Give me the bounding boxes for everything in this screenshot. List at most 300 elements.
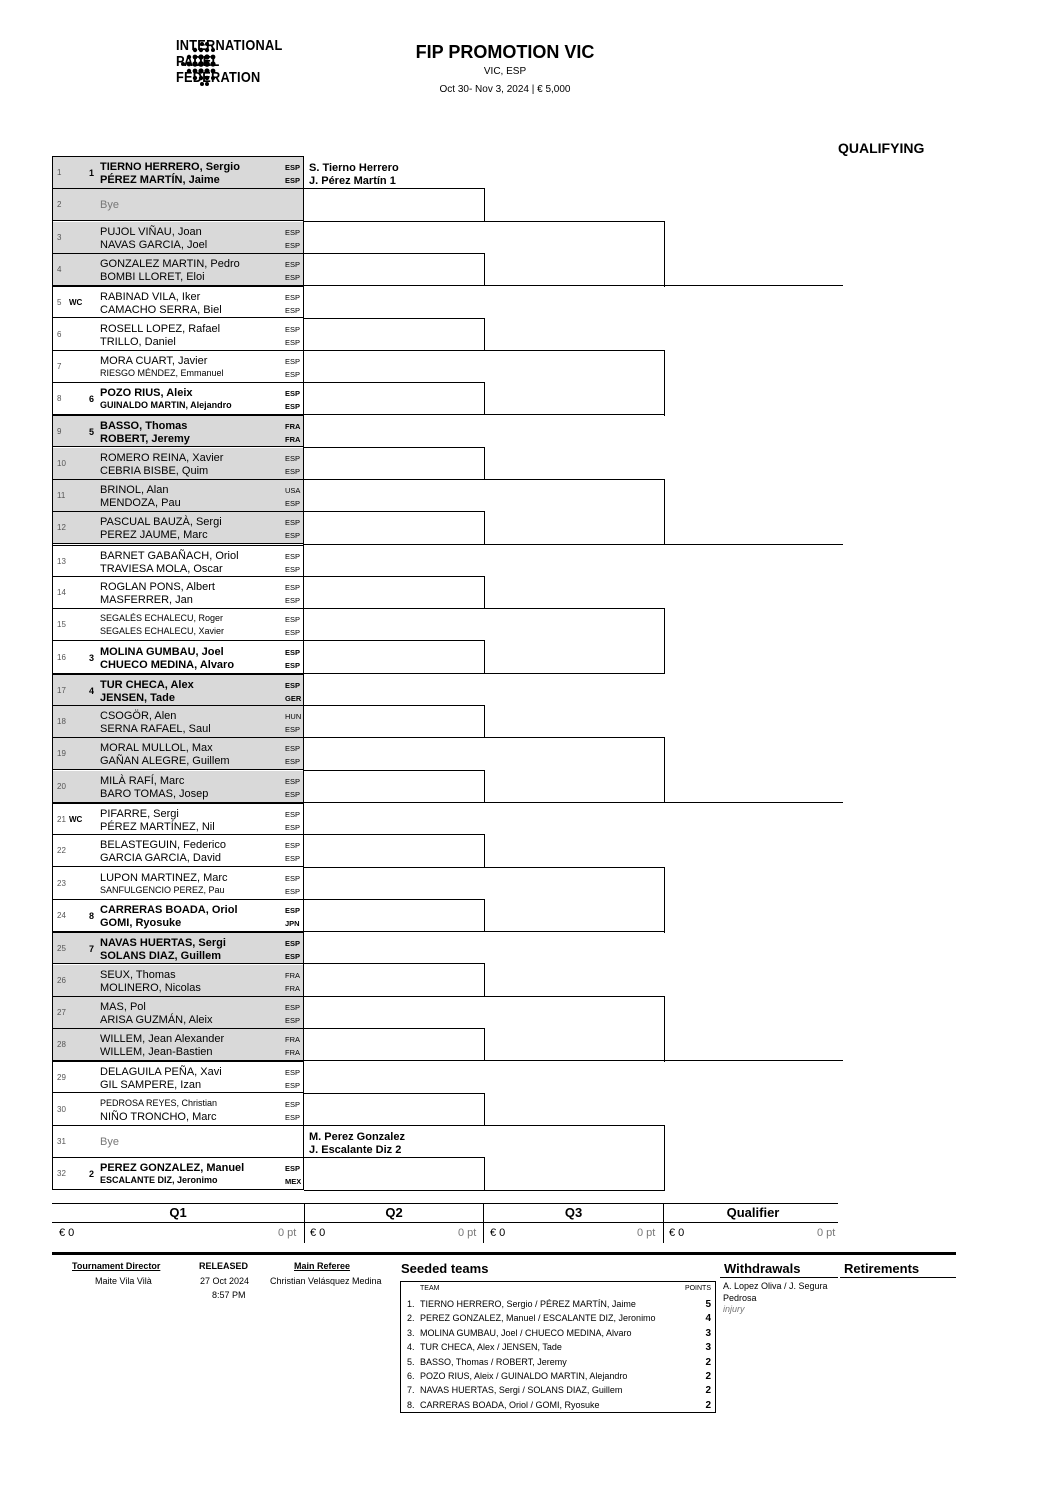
- player-2-nationality: ESP: [285, 628, 301, 638]
- player-1-nationality: ESP: [285, 1164, 301, 1174]
- player-2-nationality: ESP: [285, 823, 301, 832]
- player-1-nationality: ESP: [285, 615, 301, 625]
- round-label-q1: Q1: [169, 1205, 187, 1220]
- player-1-nationality: HUN: [285, 712, 302, 722]
- player-1-nationality: ESP: [285, 939, 301, 949]
- bracket-line: [484, 414, 664, 415]
- draw-position: 16: [57, 652, 66, 662]
- wildcard-badge: WC: [69, 298, 83, 308]
- player-1-nationality: USA: [285, 486, 301, 495]
- withdrawal-reason: injury: [723, 1304, 745, 1314]
- round-label-qualifier: Qualifier: [726, 1205, 780, 1220]
- player-1-nationality: ESP: [285, 324, 301, 334]
- bracket-line: [304, 1125, 484, 1126]
- player-2-nationality: FRA: [285, 435, 301, 445]
- bye-label: Bye: [100, 199, 119, 212]
- seeded-team-row: [401, 1312, 715, 1326]
- seeded-team-name: NAVAS HUERTAS, Sergi / SOLANS DIAZ, Guillem: [420, 1385, 623, 1396]
- seed-number: 1: [89, 168, 95, 178]
- player-1-nationality: ESP: [285, 680, 301, 690]
- winner-top: [309, 162, 399, 188]
- player-1-nationality: ESP: [285, 582, 301, 592]
- bracket-line: [484, 899, 485, 932]
- draw-position: 12: [57, 523, 66, 533]
- referee-name: Christian Velásquez Medina: [270, 1276, 382, 1286]
- tournament-title: FIP PROMOTION VIC: [415, 42, 595, 62]
- seeded-team-row: [401, 1341, 715, 1355]
- round-label-q3: Q3: [564, 1205, 583, 1220]
- bracket-line: [484, 834, 485, 867]
- released-time: 8:57 PM: [212, 1290, 246, 1300]
- bracket-line: [304, 253, 484, 254]
- player-2-name: PÉREZ MARTÍNEZ, Nil: [100, 821, 215, 833]
- bracket-line: [304, 511, 484, 512]
- player-2-name: SOLANS DIAZ, Guillem: [100, 950, 222, 963]
- seed-rank: 7.: [407, 1385, 415, 1396]
- draw-position: 18: [57, 717, 66, 727]
- player-2-nationality: ESP: [285, 402, 301, 412]
- bracket-line: [304, 188, 484, 189]
- player-2-name: SANFULGENCIO PEREZ, Pau: [100, 884, 225, 895]
- seeded-team-row: [401, 1384, 715, 1398]
- winner-bottom-player2: J. Escalante Diz 2: [309, 1144, 402, 1156]
- player-2-nationality: ESP: [285, 1015, 301, 1025]
- player-1-nationality: ESP: [285, 1099, 301, 1109]
- player-2-name: WILLEM, Jean-Bastien: [100, 1046, 213, 1059]
- bracket-line: [484, 770, 485, 803]
- draw-position: 20: [57, 781, 66, 791]
- draw-position: 28: [57, 1040, 66, 1050]
- player-2-name: ESCALANTE DIZ, Jeronimo: [100, 1175, 218, 1186]
- fip-logo-text: INTERNATIONAL PADEL FEDERATION: [176, 37, 283, 86]
- draw-position: 14: [57, 587, 66, 597]
- seed-rank: 4.: [407, 1342, 415, 1353]
- bracket-line: [304, 447, 484, 448]
- seed-number: 7: [89, 944, 95, 955]
- bracket-line: [304, 318, 484, 319]
- player-1-name: PEDROSA REYES, Christian: [100, 1097, 218, 1108]
- player-1-name: PIFARRE, Sergi: [100, 808, 179, 820]
- player-2-name: CHUECO MEDINA, Alvaro: [100, 658, 235, 671]
- player-2-nationality: ESP: [285, 886, 301, 896]
- player-2-nationality: FRA: [285, 1048, 300, 1058]
- player-2-name: CEBRIA BISBE, Quim: [100, 464, 209, 477]
- bracket-line: [484, 867, 664, 868]
- seeded-team-name: PEREZ GONZALEZ, Manuel / ESCALANTE DIZ, Jeronimo: [420, 1313, 656, 1324]
- bracket-line: [304, 834, 484, 835]
- bracket-line: [304, 608, 484, 609]
- player-1-nationality: FRA: [285, 422, 301, 432]
- bracket-line: [304, 479, 484, 480]
- draw-position: 32: [57, 1169, 66, 1179]
- draw-position: 23: [57, 878, 66, 888]
- player-1-name: MORA CUART, Javier: [100, 354, 208, 367]
- player-1-nationality: ESP: [285, 873, 301, 883]
- bracket-line: [664, 1125, 665, 1191]
- bracket-line: [304, 673, 484, 674]
- player-1-name: BRINOL, Alan: [100, 484, 169, 496]
- seed-number: 3: [89, 652, 95, 663]
- seed-number: 8: [89, 910, 95, 921]
- tournament-dates-prize: Oct 30- Nov 3, 2024 | € 5,000: [439, 84, 571, 95]
- player-2-nationality: ESP: [285, 272, 301, 282]
- bracket-line: [304, 931, 484, 932]
- draw-position: 7: [57, 361, 62, 371]
- bracket-line: [304, 285, 484, 286]
- player-2-nationality: ESP: [285, 176, 301, 185]
- player-2-nationality: MEX: [285, 1177, 302, 1187]
- player-1-name: ROMERO REINA, Xavier: [100, 451, 224, 464]
- player-2-nationality: ESP: [285, 595, 301, 605]
- seeded-team-points: 2: [705, 1356, 711, 1368]
- player-2-nationality: GER: [285, 693, 302, 703]
- player-2-name: SEGALES ECHALECU, Xavier: [100, 626, 225, 637]
- player-2-nationality: ESP: [285, 757, 301, 767]
- seed-rank: 1.: [407, 1299, 415, 1309]
- player-1-name: PUJOL VIÑAU, Joan: [100, 225, 202, 238]
- seeded-team-row: [401, 1327, 715, 1341]
- player-2-name: GUINALDO MARTIN, Alejandro: [100, 400, 232, 411]
- seeded-team-name: TUR CHECA, Alex / JENSEN, Tade: [420, 1342, 562, 1353]
- player-1-nationality: ESP: [285, 389, 301, 399]
- seed-number: 2: [89, 1169, 95, 1180]
- draw-position: 31: [57, 1137, 66, 1146]
- team-column-header: TEAM: [420, 1285, 440, 1292]
- player-2-nationality: ESP: [285, 564, 301, 574]
- section-label: QUALIFYING: [838, 140, 925, 156]
- player-2-name: SERNA RAFAEL, Saul: [100, 723, 211, 736]
- bracket-line: [304, 221, 484, 222]
- winner-top-player2: J. Pérez Martín 1: [309, 175, 396, 187]
- player-2-nationality: ESP: [285, 466, 301, 476]
- draw-position: 15: [57, 620, 66, 630]
- player-2-name: JENSEN, Tade: [100, 691, 175, 704]
- prize-q3: € 0: [490, 1227, 506, 1239]
- draw-position: 5: [57, 298, 62, 308]
- bracket-line: [664, 544, 843, 545]
- bracket-line: [664, 221, 665, 287]
- draw-position: 3: [57, 232, 62, 242]
- player-1-name: CSOGÖR, Alen: [100, 710, 177, 723]
- player-1-name: MOLINA GUMBAU, Joel: [100, 645, 224, 658]
- bracket-line: [484, 963, 485, 996]
- bracket-line: [664, 802, 843, 803]
- bracket-line: [484, 479, 664, 480]
- bracket-line: [484, 1190, 664, 1191]
- player-2-name: NIÑO TRONCHO, Marc: [100, 1110, 217, 1123]
- bye-label: Bye: [100, 1136, 119, 1148]
- bracket-line: [304, 1028, 484, 1029]
- player-1-nationality: ESP: [285, 453, 301, 463]
- draw-position: 29: [57, 1073, 66, 1083]
- bracket-line: [304, 705, 484, 706]
- winner-bottom-player1: M. Perez Gonzalez: [309, 1131, 405, 1143]
- bracket-line: [484, 996, 664, 997]
- player-2-nationality: ESP: [285, 306, 301, 316]
- prize-q2: € 0: [310, 1227, 326, 1239]
- draw-position: 25: [57, 944, 66, 954]
- player-2-name: RIESGO MÉNDEZ, Emmanuel: [100, 367, 224, 378]
- seed-rank: 5.: [407, 1356, 415, 1367]
- player-2-nationality: FRA: [285, 983, 300, 993]
- player-1-name: GONZALEZ MARTIN, Pedro: [100, 257, 240, 270]
- player-1-name: CARRERAS BOADA, Oriol: [100, 903, 238, 916]
- player-1-nationality: ESP: [285, 259, 301, 269]
- player-2-nationality: ESP: [285, 531, 301, 541]
- player-2-nationality: ESP: [285, 1081, 301, 1091]
- player-2-name: TRAVIESA MOLA, Oscar: [100, 562, 223, 575]
- bracket-line: [304, 640, 484, 641]
- player-1-name: MORAL MULLOL, Max: [100, 742, 213, 755]
- seeded-team-name: POZO RIUS, Aleix / GUINALDO MARTIN, Alejandro: [420, 1371, 628, 1381]
- player-2-nationality: ESP: [285, 725, 301, 735]
- player-2-nationality: ESP: [285, 952, 301, 962]
- bracket-line: [664, 867, 665, 933]
- bracket-line: [664, 1060, 843, 1061]
- player-2-name: NAVAS GARCIA, Joel: [100, 238, 208, 251]
- referee-label: Main Referee: [294, 1261, 351, 1271]
- seeded-team-row: [401, 1298, 715, 1312]
- player-1-nationality: FRA: [285, 970, 300, 980]
- seeded-team-points: 5: [705, 1299, 711, 1310]
- points-qualifier: 0 pt: [817, 1227, 836, 1239]
- player-2-name: BARO TOMAS, Josep: [100, 787, 209, 800]
- bracket-line: [304, 1060, 484, 1061]
- bracket-line: [484, 285, 664, 286]
- player-1-nationality: FRA: [285, 1035, 300, 1045]
- seeded-team-name: CARRERAS BOADA, Oriol / GOMI, Ryosuke: [420, 1399, 600, 1410]
- bracket-line: [304, 867, 484, 868]
- withdrawal-team: A. Lopez Oliva / J. Segura Pedrosa: [723, 1281, 828, 1303]
- bracket-line: [304, 737, 484, 738]
- player-2-name: ROBERT, Jeremy: [100, 433, 190, 446]
- winner-top-player1: S. Tierno Herrero: [309, 162, 399, 174]
- player-2-name: GIL SAMPERE, Izan: [100, 1079, 202, 1092]
- player-1-name: ROGLAN PONS, Albert: [100, 580, 215, 593]
- seed-rank: 6.: [407, 1371, 415, 1381]
- player-1-name: NAVAS HUERTAS, Sergi: [100, 937, 226, 950]
- player-1-name: SEUX, Thomas: [100, 968, 176, 981]
- bracket-line: [484, 705, 485, 738]
- player-1-nationality: ESP: [285, 163, 301, 172]
- bracket-line: [484, 511, 485, 544]
- bracket-line: [484, 318, 485, 351]
- player-2-nationality: ESP: [285, 660, 301, 670]
- bracket-line: [304, 770, 484, 771]
- player-1-name: DELAGUILA PEÑA, Xavi: [100, 1066, 222, 1079]
- seeded-team-points: 3: [705, 1327, 711, 1339]
- bracket-line: [484, 1060, 664, 1061]
- player-1-name: LUPON MARTINEZ, Marc: [100, 871, 228, 884]
- round-label-q2: Q2: [385, 1205, 403, 1220]
- player-1-name: MILÀ RAFÍ, Marc: [100, 774, 185, 787]
- player-2-name: BOMBI LLORET, Eloi: [100, 270, 205, 283]
- player-1-name: MAS, Pol: [100, 1000, 146, 1013]
- player-1-nationality: ESP: [285, 551, 301, 561]
- player-2-nationality: JPN: [285, 918, 300, 928]
- bracket-line: [484, 382, 485, 415]
- bracket-line: [484, 188, 485, 221]
- bracket-line: [304, 382, 484, 383]
- player-2-name: MENDOZA, Pau: [100, 497, 181, 509]
- player-2-nationality: ESP: [285, 337, 301, 347]
- prize-qualifier: € 0: [669, 1227, 685, 1239]
- player-1-name: TUR CHECA, Alex: [100, 678, 194, 691]
- player-1-nationality: ESP: [285, 518, 301, 528]
- draw-position: 8: [57, 394, 62, 404]
- bracket-line: [304, 996, 484, 997]
- draw-position: 4: [57, 264, 62, 274]
- player-1-name: PASCUAL BAUZÀ, Sergi: [100, 516, 222, 529]
- player-1-name: TIERNO HERRERO, Sergio: [100, 161, 240, 173]
- bracket-line: [304, 1190, 484, 1191]
- player-1-nationality: ESP: [285, 647, 301, 657]
- bracket-line: [664, 285, 843, 286]
- seeded-team-points: 2: [705, 1399, 711, 1411]
- bracket-line: [664, 737, 665, 803]
- bracket-line: [484, 1157, 485, 1190]
- player-1-name: ROSELL LOPEZ, Rafael: [100, 322, 221, 335]
- draw-position: 9: [57, 427, 62, 437]
- player-1-name: RABINAD VILA, Iker: [100, 291, 201, 304]
- player-2-nationality: ESP: [285, 789, 301, 799]
- released-label: RELEASED: [199, 1261, 249, 1271]
- draw-position: 1: [57, 168, 62, 177]
- bracket-line: [484, 576, 485, 609]
- bracket-line: [484, 350, 664, 351]
- draw-position: 10: [57, 458, 66, 468]
- bracket-line: [484, 802, 664, 803]
- draw-position: 11: [57, 491, 66, 500]
- player-1-nationality: ESP: [285, 905, 301, 915]
- points-column-header: POINTS: [684, 1285, 711, 1292]
- bracket-line: [304, 802, 484, 803]
- bracket-line: [484, 1093, 485, 1126]
- seeded-team-name: MOLINA GUMBAU, Joel / CHUECO MEDINA, Alvaro: [420, 1327, 632, 1338]
- player-2-nationality: ESP: [285, 240, 301, 250]
- player-1-nationality: ESP: [285, 776, 301, 786]
- player-1-name: BELASTEGUIN, Federico: [100, 839, 226, 852]
- player-1-nationality: ESP: [285, 1068, 301, 1078]
- director-label: Tournament Director: [72, 1261, 161, 1271]
- prize-q1: € 0: [59, 1227, 75, 1239]
- bracket-line: [484, 640, 485, 673]
- player-1-name: POZO RIUS, Aleix: [100, 387, 193, 400]
- draw-position: 17: [57, 685, 66, 695]
- draw-position: 26: [57, 975, 66, 985]
- seed-rank: 8.: [407, 1399, 415, 1410]
- player-2-nationality: ESP: [285, 854, 301, 864]
- seeded-teams-title: Seeded teams: [401, 1261, 489, 1276]
- player-1-nationality: ESP: [285, 227, 301, 237]
- seed-number: 4: [89, 685, 95, 696]
- bracket-line: [484, 447, 485, 480]
- draw-position: 6: [57, 329, 62, 339]
- seed-rank: 3.: [407, 1327, 415, 1338]
- wildcard-badge: WC: [69, 815, 83, 824]
- seeded-team-row: [401, 1370, 715, 1384]
- player-2-name: GAÑAN ALEGRE, Guillem: [100, 755, 230, 768]
- released-date: 27 Oct 2024: [200, 1276, 250, 1286]
- player-2-name: GARCIA GARCIA, David: [100, 852, 222, 865]
- draw-position: 27: [57, 1007, 66, 1017]
- bracket-line: [664, 996, 665, 1062]
- bracket-line: [484, 221, 664, 222]
- bracket-line: [484, 608, 664, 609]
- player-1-name: PEREZ GONZALEZ, Manuel: [100, 1162, 245, 1175]
- player-2-nationality: ESP: [285, 369, 301, 379]
- retirements-title: Retirements: [844, 1261, 920, 1276]
- player-2-name: CAMACHO SERRA, Biel: [100, 304, 222, 317]
- player-2-name: TRILLO, Daniel: [100, 335, 176, 348]
- player-2-name: PÉREZ MARTÍN, Jaime: [100, 174, 220, 186]
- bracket-line: [304, 576, 484, 577]
- bracket-line: [484, 1028, 485, 1061]
- bracket-line: [484, 253, 485, 286]
- player-1-nationality: ESP: [285, 356, 301, 366]
- seeded-team-points: 3: [705, 1342, 711, 1354]
- bracket-line: [304, 414, 484, 415]
- withdrawals-title: Withdrawals: [724, 1261, 801, 1276]
- player-2-nationality: ESP: [285, 1112, 301, 1122]
- winner-bottom: [309, 1131, 405, 1157]
- player-1-name: BARNET GABAÑACH, Oriol: [100, 549, 239, 562]
- seed-rank: 2.: [407, 1313, 415, 1324]
- bracket-line: [304, 350, 484, 351]
- seeded-team-name: TIERNO HERRERO, Sergio / PÉREZ MARTÍN, Jaime: [420, 1299, 636, 1309]
- bracket-line: [304, 544, 484, 545]
- player-1-nationality: ESP: [285, 744, 301, 754]
- player-1-name: BASSO, Thomas: [100, 420, 188, 433]
- points-q2: 0 pt: [458, 1227, 477, 1239]
- seeded-team-name: BASSO, Thomas / ROBERT, Jeremy: [420, 1356, 567, 1367]
- seeded-team-points: 4: [705, 1313, 711, 1325]
- player-2-name: ARISA GUZMÁN, Aleix: [100, 1013, 213, 1026]
- seeded-team-points: 2: [705, 1371, 711, 1382]
- director-name: Maite Vila Vilà: [95, 1276, 152, 1286]
- player-2-name: GOMI, Ryosuke: [100, 916, 182, 929]
- player-1-nationality: ESP: [285, 293, 301, 303]
- bracket-line: [664, 608, 665, 674]
- bracket-line: [484, 931, 664, 932]
- draw-position: 24: [57, 910, 66, 920]
- draw-position: 30: [57, 1104, 66, 1114]
- bracket-line: [304, 899, 484, 900]
- player-2-name: PEREZ JAUME, Marc: [100, 529, 208, 542]
- bracket-line: [664, 350, 665, 416]
- player-1-nationality: ESP: [285, 841, 301, 851]
- seeded-team-points: 2: [705, 1385, 711, 1397]
- player-2-nationality: ESP: [285, 499, 301, 508]
- bracket-line: [484, 737, 664, 738]
- bracket-line: [304, 963, 484, 964]
- tournament-location: VIC, ESP: [483, 66, 527, 77]
- bracket-line: [304, 1157, 484, 1158]
- player-1-name: WILLEM, Jean Alexander: [100, 1033, 225, 1046]
- draw-position: 19: [57, 749, 66, 759]
- bracket-line: [484, 1125, 664, 1126]
- seed-number: 5: [89, 427, 95, 438]
- draw-position: 22: [57, 846, 66, 856]
- points-q3: 0 pt: [637, 1227, 656, 1239]
- player-1-nationality: ESP: [285, 1002, 301, 1012]
- seed-number: 6: [89, 394, 95, 405]
- player-1-nationality: ESP: [285, 810, 301, 819]
- draw-position: 2: [57, 200, 62, 210]
- player-2-name: MASFERRER, Jan: [100, 593, 193, 606]
- bracket-line: [484, 673, 664, 674]
- points-q1: 0 pt: [278, 1227, 297, 1239]
